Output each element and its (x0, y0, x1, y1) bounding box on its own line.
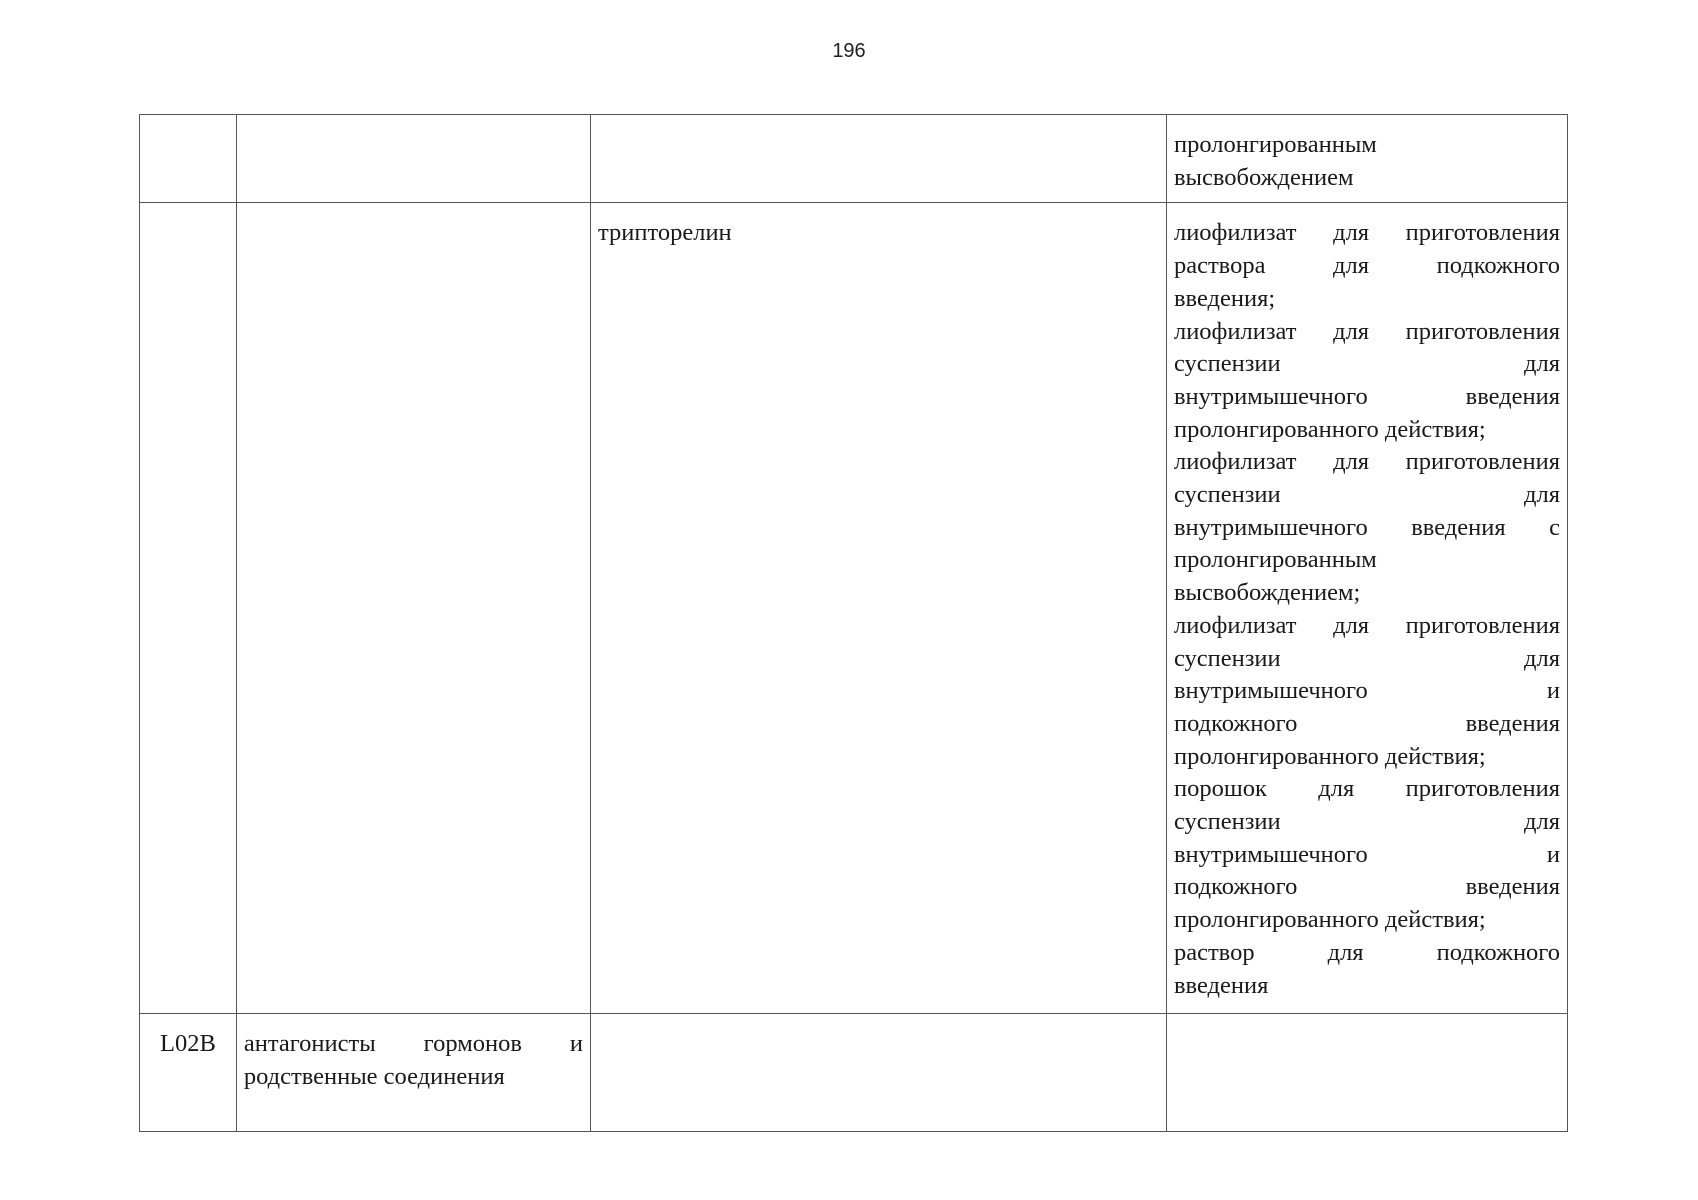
dosage-form-line: лиофилизат для приготовления (1173, 219, 1560, 247)
dosage-form-line: лиофилизат для приготовления (1173, 448, 1560, 476)
table-row (140, 203, 1568, 1014)
dosage-forms-cell (1166, 203, 1567, 1014)
dosage-form-line: пролонгированного действия; (1173, 742, 1486, 770)
dosage-form-line: внутримышечного введения (1173, 382, 1560, 410)
dosage-form-line: лиофилизат для приготовления (1173, 317, 1560, 345)
group-name-cell (236, 1014, 590, 1132)
dosage-forms-cell (1166, 115, 1567, 203)
dosage-form-line: внутримышечного и (1173, 840, 1560, 868)
atc-code-cell: L02B (140, 1014, 237, 1132)
dosage-form-line: суспензии для (1173, 481, 1560, 509)
dosage-form-line: пролонгированным (1173, 131, 1377, 158)
dosage-form-line: раствора для подкожного (1173, 252, 1560, 280)
dosage-form-line: введения; (1173, 284, 1276, 312)
dosage-form-line: высвобождением; (1173, 579, 1361, 607)
dosage-form-line: подкожного введения (1173, 873, 1560, 901)
dosage-forms-cell (1166, 1014, 1567, 1132)
dosage-form-line: лиофилизат для приготовления (1173, 611, 1560, 639)
dosage-form-line: порошок для приготовления (1173, 775, 1560, 803)
dosage-form-line: суспензии для (1173, 808, 1560, 836)
group-name-line: родственные соединения (243, 1063, 505, 1091)
dosage-form-line: подкожного введения (1173, 709, 1560, 737)
group-name-cell (236, 203, 590, 1014)
drug-name-cell (590, 1014, 1166, 1132)
dosage-form-line: пролонгированным (1173, 546, 1377, 574)
drug-list-table (139, 114, 1568, 1132)
atc-code-cell (140, 115, 237, 203)
dosage-form-line: пролонгированного действия; (1173, 415, 1486, 443)
dosage-form-line: суспензии для (1173, 644, 1560, 672)
dosage-form-line: раствор для подкожного (1173, 938, 1560, 966)
page-number: 196 (832, 40, 866, 62)
drug-name-cell: трипторелин (590, 203, 1166, 1014)
dosage-form-line: внутримышечного и (1173, 677, 1560, 705)
dosage-form-line: суспензии для (1173, 350, 1560, 378)
drug-name-cell (590, 115, 1166, 203)
table-row (140, 1014, 1568, 1132)
dosage-form-line: введения (1173, 971, 1269, 999)
group-name-line: антагонисты гормонов и (243, 1030, 583, 1058)
dosage-form-line: внутримышечного введения с (1173, 513, 1560, 541)
group-name-cell (236, 115, 590, 203)
table-row (140, 115, 1568, 203)
dosage-form-line: высвобождением (1173, 163, 1354, 191)
dosage-form-line: пролонгированного действия; (1173, 906, 1486, 934)
atc-code-cell (140, 203, 237, 1014)
